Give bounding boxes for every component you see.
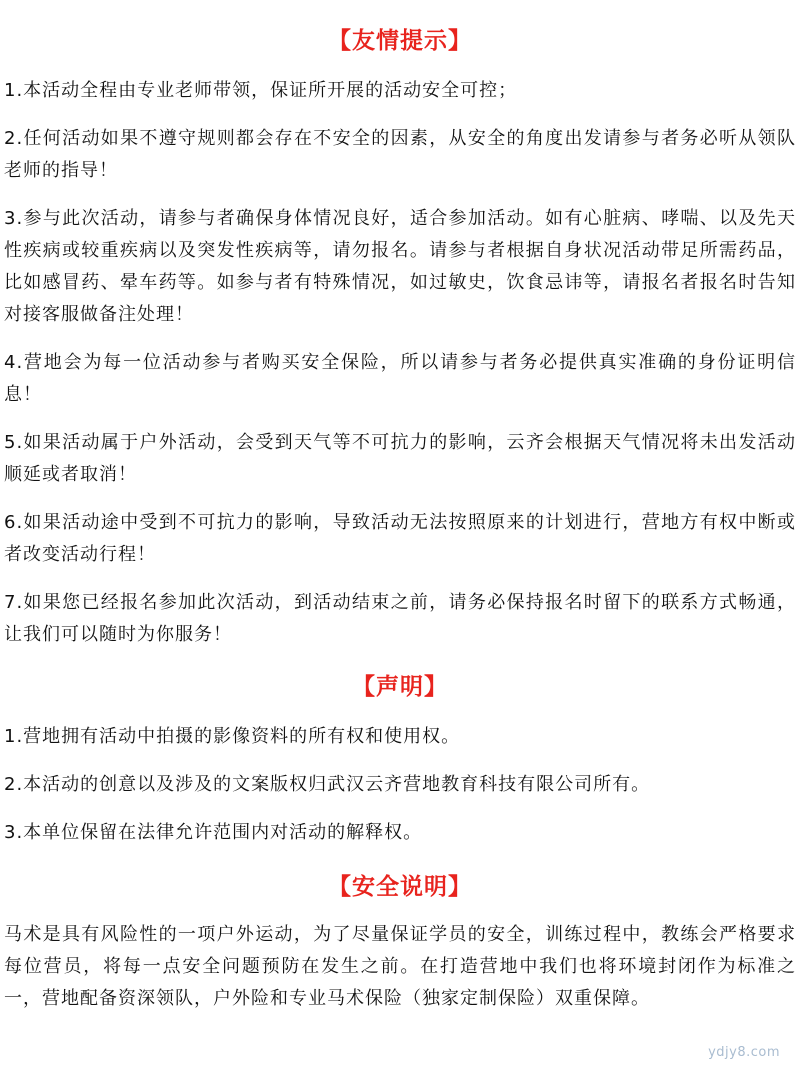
tips-item: 7.如果您已经报名参加此次活动，到活动结束之前，请务必保持报名时留下的联系方式畅通，让我们可以随时为你服务！: [4, 592, 796, 645]
section-title-tips: 【友情提示】: [328, 28, 472, 54]
statement-item: 2.本活动的创意以及涉及的文案版权归武汉云齐营地教育科技有限公司所有。: [4, 774, 651, 795]
safety-paragraph: 马术是具有风险性的一项户外运动，为了尽量保证学员的安全，训练过程中，教练会严格要求每位营员，将每一点安全问题预防在发生之前。在打造营地中我们也将环境封闭作为标准之一，营地配备资深领队，户外险和专业马术保险（独家定制保险）双重保障。: [4, 924, 796, 1009]
section-title-statement: 【声明】: [352, 674, 448, 700]
watermark-text: ydjy8.com: [708, 1045, 780, 1060]
statement-list: [4, 721, 796, 849]
tips-item: 2.任何活动如果不遵守规则都会存在不安全的因素，从安全的角度出发请参与者务必听从领队老师的指导！: [4, 128, 796, 181]
statement-item: 3.本单位保留在法律允许范围内对活动的解释权。: [4, 822, 423, 843]
tips-item: 4.营地会为每一位活动参与者购买安全保险，所以请参与者务必提供真实准确的身份证明信息！: [4, 352, 796, 405]
statement-item: 1.营地拥有活动中拍摄的影像资料的所有权和使用权。: [4, 726, 461, 747]
section-title-safety: 【安全说明】: [328, 874, 472, 900]
tips-item: 1.本活动全程由专业老师带领，保证所开展的活动安全可控；: [4, 80, 518, 101]
tips-list: [4, 75, 796, 651]
tips-item: 6.如果活动途中受到不可抗力的影响，导致活动无法按照原来的计划进行，营地方有权中断或者改变活动行程！: [4, 512, 796, 565]
tips-item: 3.参与此次活动，请参与者确保身体情况良好，适合参加活动。如有心脏病、哮喘、以及先天性疾病或较重疾病以及突发性疾病等，请勿报名。请参与者根据自身状况活动带足所需药品，比如感冒药、晕车药等。如参与者有特殊情况，如过敏史，饮食忌讳等，请报名者报名时告知对接客服做备注处理！: [4, 208, 796, 325]
tips-item: 5.如果活动属于户外活动，会受到天气等不可抗力的影响，云齐会根据天气情况将未出发活动顺延或者取消！: [4, 432, 796, 485]
